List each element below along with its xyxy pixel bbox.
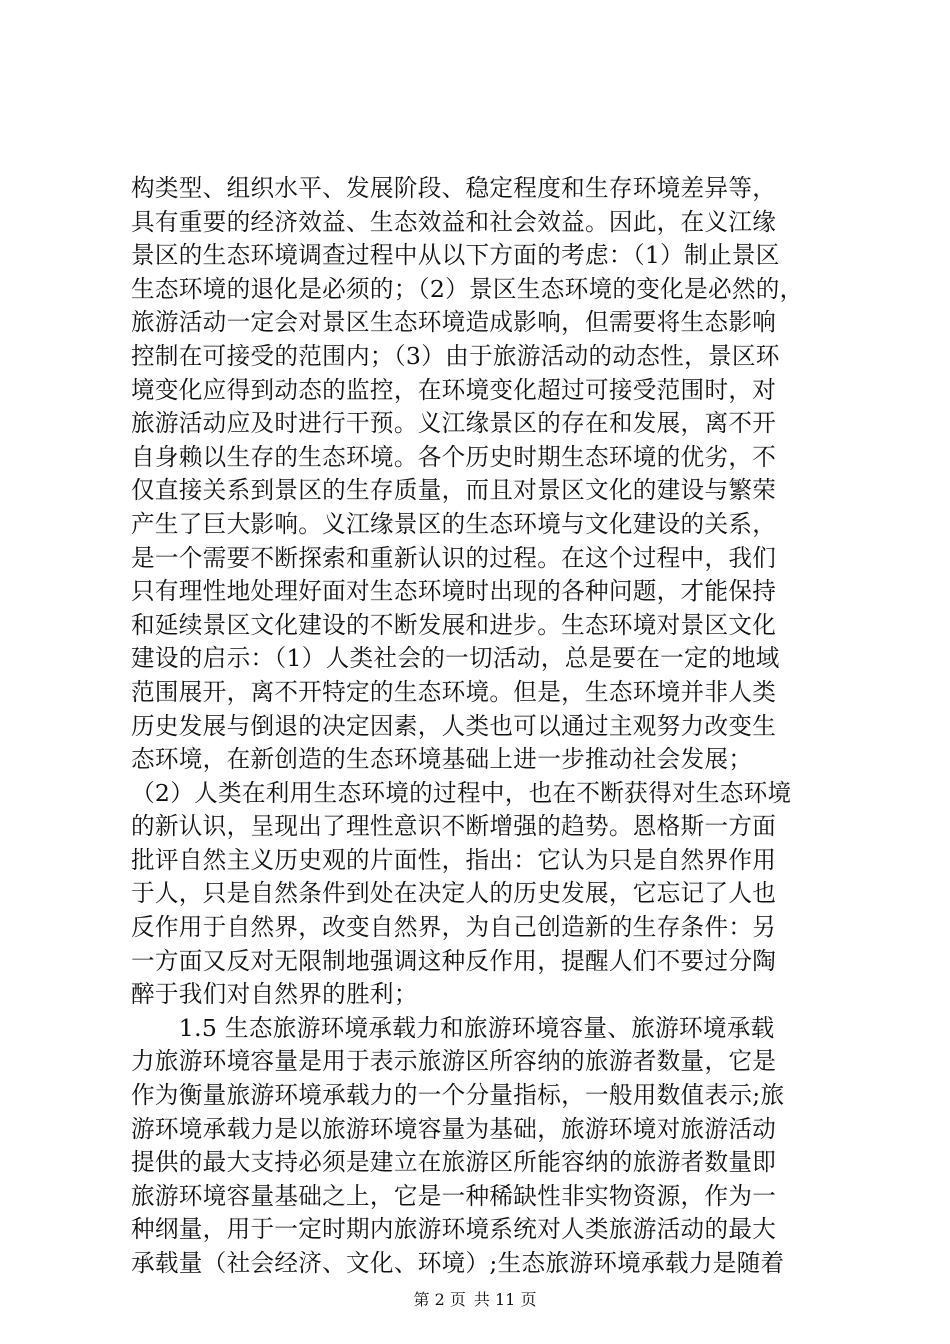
text-line: 具有重要的经济效益、生态效益和社会效益。因此，在义江缘 (131, 207, 777, 236)
text-line: 承载量（社会经济、文化、环境）;生态旅游环境承载力是随着 (131, 1249, 785, 1277)
text-line: 旅游活动一定会对景区生态环境造成影响，但需要将生态影响 (131, 308, 777, 337)
text-line: 控制在可接受的范围内；（3）由于旅游活动的动态性，景区环 (131, 341, 780, 370)
text-line: 旅游活动应及时进行干预。义江缘景区的存在和发展，离不开 (131, 409, 777, 438)
text-line: 批评自然主义历史观的片面性，指出：它认为只是自然界作用 (131, 845, 777, 874)
text-line: 作为衡量旅游环境承载力的一个分量指标，一般用数值表示;旅 (131, 1081, 785, 1110)
text-line: 于人，只是自然条件到处在决定人的历史发展，它忘记了人也 (131, 879, 777, 908)
text-line: 种纲量，用于一定时期内旅游环境系统对人类旅游活动的最大 (131, 1215, 777, 1244)
text-line: 态环境，在新创造的生态环境基础上进一步推动社会发展； (131, 745, 753, 774)
text-line: 范围展开，离不开特定的生态环境。但是，生态环境并非人类 (131, 677, 777, 706)
text-line: 境变化应得到动态的监控，在环境变化超过可接受范围时，对 (131, 375, 777, 404)
text-line: 游环境承载力是以旅游环境容量为基础，旅游环境对旅游活动 (131, 1114, 777, 1143)
page-number: 第 2 页 (413, 1290, 466, 1309)
body-text (131, 172, 843, 1281)
text-line: 的新认识，呈现出了理性意识不断增强的趋势。恩格斯一方面 (131, 812, 777, 841)
text-line: 力旅游环境容量是用于表示旅游区所容纳的旅游者数量，它是 (131, 1047, 777, 1076)
text-line: 景区的生态环境调查过程中从以下方面的考虑：（1）制止景区 (131, 241, 780, 270)
text-line: 生态环境的退化是必须的；（2）景区生态环境的变化是必然的， (131, 274, 804, 303)
page-total: 共 11 页 (473, 1290, 537, 1309)
text-line: 醉于我们对自然界的胜利； (131, 980, 418, 1009)
text-line: 自身赖以生存的生态环境。各个历史时期生态环境的优劣，不 (131, 442, 777, 471)
text-line: 1.5 生态旅游环境承载力和旅游环境容量、旅游环境承载 (131, 1013, 775, 1042)
text-line: 历史发展与倒退的决定因素，人类也可以通过主观努力改变生 (131, 711, 777, 740)
text-line: （2）人类在利用生态环境的过程中，也在不断获得对生态环境 (131, 778, 792, 807)
text-line: 一方面又反对无限制地强调这种反作用，提醒人们不要过分陶 (131, 946, 777, 975)
text-line: 提供的最大支持必须是建立在旅游区所能容纳的旅游者数量即 (131, 1148, 777, 1177)
text-line: 构类型、组织水平、发展阶段、稳定程度和生存环境差异等， (131, 174, 777, 202)
text-line: 反作用于自然界，改变自然界，为自己创造新的生存条件：另 (131, 913, 777, 942)
text-line: 仅直接关系到景区的生存质量，而且对景区文化的建设与繁荣 (131, 476, 777, 505)
text-line: 只有理性地处理好面对生态环境时出现的各种问题，才能保持 (131, 577, 777, 606)
page-footer (0, 1290, 950, 1310)
text-line: 旅游环境容量基础之上，它是一种稀缺性非实物资源，作为一 (131, 1181, 777, 1210)
text-line: 是一个需要不断探索和重新认识的过程。在这个过程中，我们 (131, 543, 777, 572)
text-line: 产生了巨大影响。义江缘景区的生态环境与文化建设的关系， (131, 509, 777, 538)
text-line: 建设的启示：（1）人类社会的一切活动，总是要在一定的地域 (131, 644, 780, 673)
text-line: 和延续景区文化建设的不断发展和进步。生态环境对景区文化 (131, 610, 777, 639)
